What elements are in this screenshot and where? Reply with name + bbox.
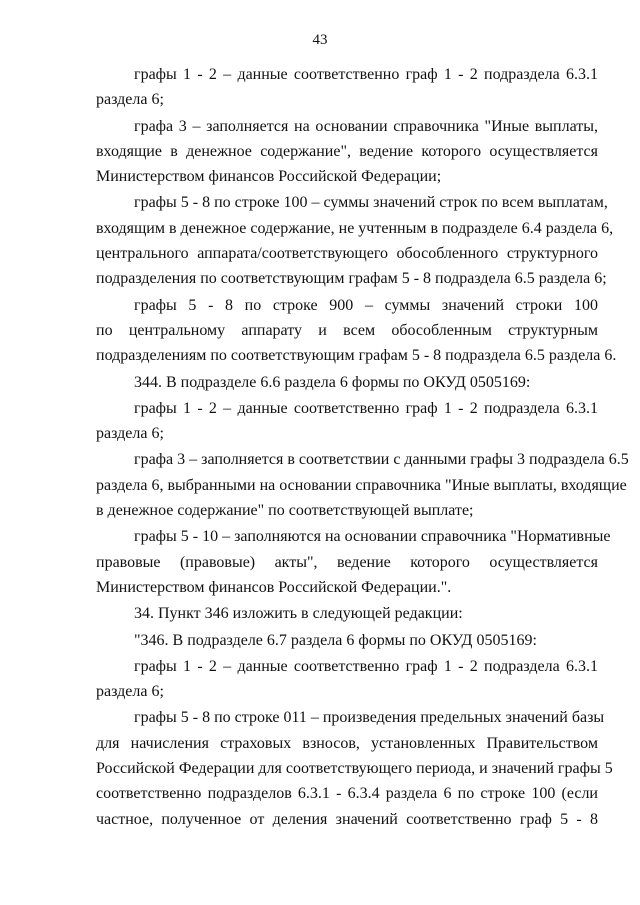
text-line: графы 1 - 2 – данные соответственно граф 1 - 2 подраздела 6.3.1 — [134, 657, 598, 675]
paragraph — [96, 114, 598, 190]
text-line: Министерством финансов Российской Федерации; — [96, 168, 442, 186]
text-line: раздела 6, выбранными на основании справочника "Иные выплаты, входящие — [96, 476, 627, 494]
text-line: графы 5 - 8 по строке 900 – суммы значений строки 100 — [134, 296, 598, 314]
text-line: раздела 6; — [96, 425, 164, 443]
paragraph — [96, 447, 629, 523]
text-line: Министерством финансов Российской Федерации.". — [96, 578, 452, 596]
text-line: в денежное содержание" по соответствующей выплате; — [96, 502, 474, 520]
text-line: 344. В подразделе 6.6 раздела 6 формы по ОКУД 0505169: — [134, 373, 531, 391]
text-line: графы 5 - 8 по строке 100 – суммы значений строк по всем выплатам, — [134, 194, 608, 212]
text-line: 34. Пункт 346 изложить в следующей редакции: — [134, 605, 463, 623]
text-line: графа 3 – заполняется в соответствии с данными графы 3 подраздела 6.5 — [134, 451, 629, 469]
text-line: частное, полученное от деления значений соответственно граф 5 - 8 — [96, 810, 598, 828]
paragraph — [96, 370, 598, 395]
text-line: для начисления страховых взносов, установленных Правительством — [96, 734, 598, 752]
paragraph — [96, 190, 614, 291]
text-line: входящим в денежное содержание, не учтенным в подразделе 6.4 раздела 6, — [96, 219, 614, 237]
paragraph — [96, 396, 598, 447]
paragraph — [96, 62, 598, 113]
text-line: раздела 6; — [96, 91, 164, 109]
page-number: 43 — [312, 32, 328, 48]
text-line: раздела 6; — [96, 683, 164, 701]
text-line: графы 5 - 10 – заполняются на основании справочника "Нормативные — [134, 528, 611, 546]
text-line: правовые (правовые) акты", ведение которого осуществляется — [96, 553, 598, 571]
text-line: подразделениям по соответствующим графам 5 - 8 подраздела 6.5 раздела 6. — [96, 347, 617, 365]
text-line: по центральному аппарату и всем обособленным структурным — [96, 321, 598, 339]
text-line: подразделения по соответствующим графам 5 - 8 подраздела 6.5 раздела 6; — [96, 270, 607, 288]
text-line: "346. В подразделе 6.7 раздела 6 формы по ОКУД 0505169: — [134, 631, 537, 649]
text-line: графы 1 - 2 – данные соответственно граф 1 - 2 подраздела 6.3.1 — [134, 399, 598, 417]
text-line: соответственно подразделов 6.3.1 - 6.3.4 раздела 6 по строке 100 (если — [96, 785, 598, 803]
text-line: графа 3 – заполняется на основании справочника "Иные выплаты, — [134, 117, 598, 135]
text-line: графы 1 - 2 – данные соответственно граф 1 - 2 подраздела 6.3.1 — [134, 66, 598, 83]
text-line: Российской Федерации для соответствующего периода, и значений графы 5 — [96, 760, 613, 778]
paragraph — [96, 601, 598, 626]
paragraph — [96, 293, 617, 369]
document-body — [96, 62, 629, 833]
text-line: входящие в денежное содержание", ведение которого осуществляется — [96, 142, 598, 160]
text-line: центрального аппарата/соответствующего обособленного структурного — [96, 245, 598, 263]
paragraph — [96, 628, 598, 653]
paragraph — [96, 705, 613, 831]
paragraph — [96, 524, 611, 600]
paragraph — [96, 654, 598, 705]
text-line: графы 5 - 8 по строке 011 – произведения предельных значений базы — [134, 709, 605, 727]
